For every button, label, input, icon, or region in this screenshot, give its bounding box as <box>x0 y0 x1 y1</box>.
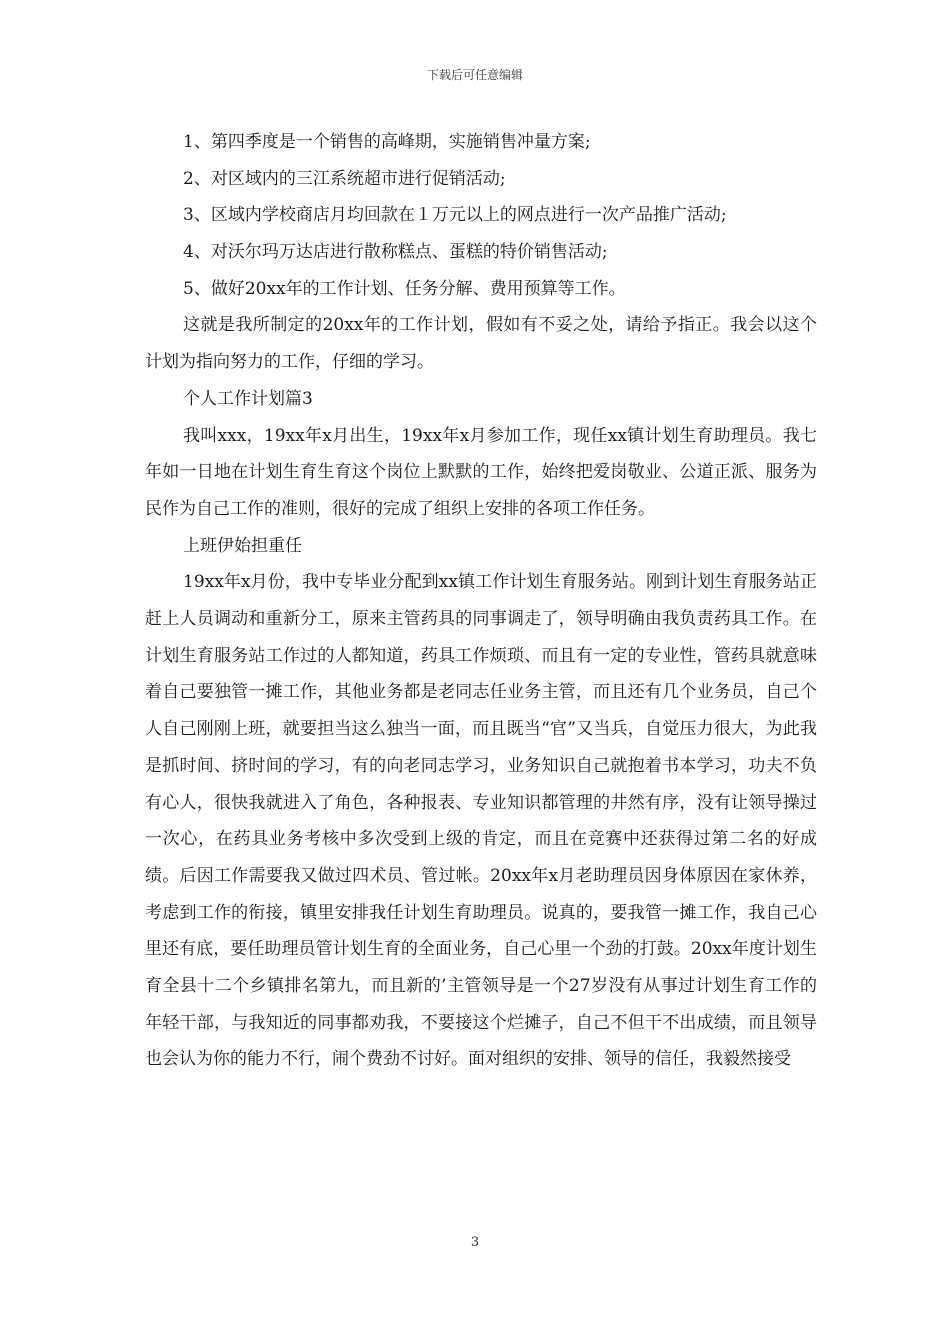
subheading: 上班伊始担重任 <box>183 535 302 556</box>
list-item: 4、对沃尔玛万达店进行散称糕点、蛋糕的特价销售活动; <box>183 242 608 263</box>
page-number: 3 <box>470 1235 480 1250</box>
document-body <box>145 124 817 1078</box>
body-paragraph: 19xx年x月份，我中专毕业分配到xx镇工作计划生育服务站。刚到计划生育服务站正赶上人员调动和重新分工，原来主管药具的同事调走了，领导明确由我负责药具工作。在计划生育服务站工作过的人都知道，药具工作烦琐、而且有一定的专业性，管药具就意味着自己要独管一摊工作，其他业务都是老同志任业务主管，而且还有几个业务员，自己个人自己刚刚上班，就要担当这么独当一面，而且既当“官”又当兵，自觉压力很大，为此我是抓时间、挤时间的学习，有的向老同志学习，业务知识自己就抱着书本学习，功夫不负有心人，很快我就进入了角色，各种报表、专业知识都管理的井然有序，没有让领导操过一次心，在药具业务考核中多次受到上级的肯定，而且在竞赛中还获得过第二名的好成绩。后因工作需要我又做过四术员、管过帐。20xx年x月老助理员因身体原因在家休养，考虑到工作的衔接，镇里安排我任计划生育助理员。说真的，要我管一摊工作，我自己心里还有底，要任助理员管计划生育的全面业务，自己心里一个劲的打鼓。20xx年度计划生育全县十二个乡镇排名第九，而且新的’主管领导是一个27岁没有从事过计划生育工作的年轻干部，与我知近的同事都劝我，不要接这个烂摊子，自己不但干不出成绩，而且领导也会认为你的能力不行，闹个费劲不讨好。面对组织的安排、领导的信任，我毅然接受 <box>145 572 817 1070</box>
closing-paragraph: 这就是我所制定的20xx年的工作计划，假如有不妥之处，请给予指正。我会以这个计划为指向努力的工作，仔细的学习。 <box>145 315 817 373</box>
list-item: 5、做好20xx年的工作计划、任务分解、费用预算等工作。 <box>183 278 626 299</box>
section-title: 个人工作计划篇3 <box>183 388 313 409</box>
list-item: 1、第四季度是一个销售的高峰期，实施销售冲量方案; <box>183 132 591 152</box>
intro-paragraph: 我叫xxx，19xx年x月出生，19xx年x月参加工作，现任xx镇计划生育助理员。我七年如一日地在计划生育生育这个岗位上默默的工作，始终把爱岗敬业、公道正派、服务为民作为自己工作的准则，很好的完成了组织上安排的各项工作任务。 <box>145 425 817 519</box>
page-header: 下载后可任意编辑 <box>426 68 523 82</box>
list-item: 2、对区域内的三江系统超市进行促销活动; <box>183 168 506 189</box>
list-item: 3、区域内学校商店月均回款在１万元以上的网点进行一次产品推广活动; <box>183 205 727 226</box>
